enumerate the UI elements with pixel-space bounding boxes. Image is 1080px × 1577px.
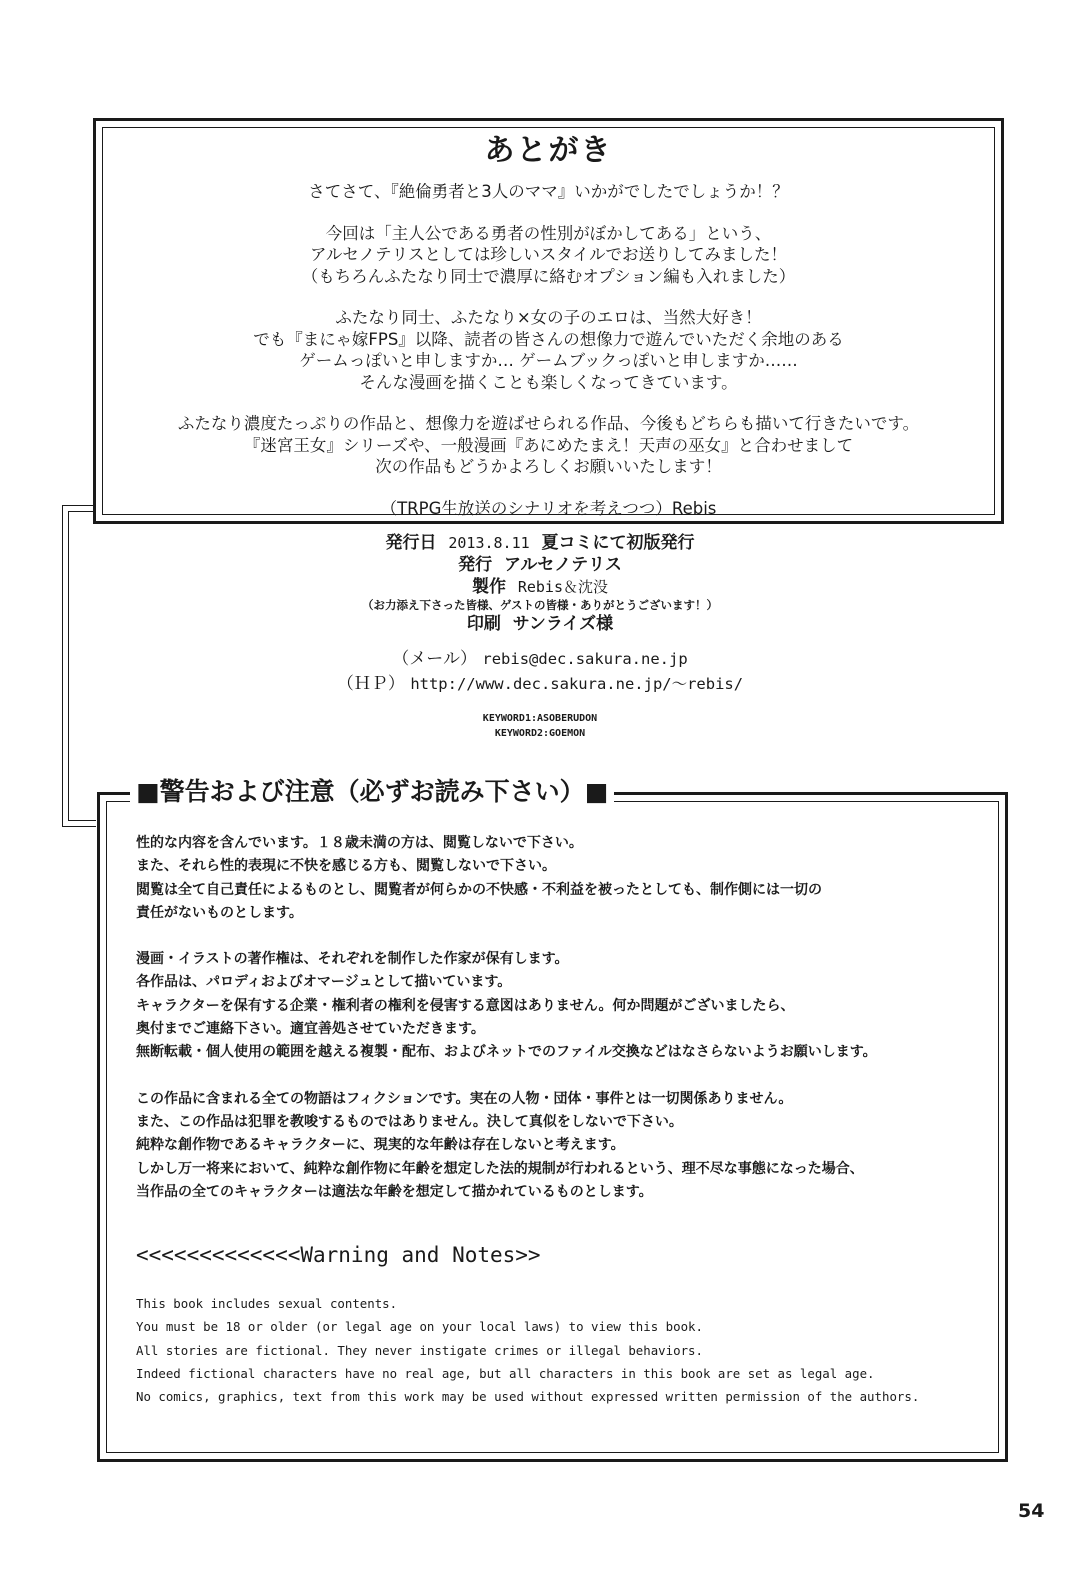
afterword-line: そんな漫画を描くことも楽しくなってきています。	[359, 372, 738, 392]
warning-line: しかし万一将来において、純粋な創作物に年齢を想定した法的規制が行われるという、理不尽な事態になった場合、	[136, 1160, 864, 1177]
warning-line: 各作品は、パロディおよびオマージュとして描いています。	[136, 974, 512, 991]
page-number: 54	[1018, 1500, 1045, 1522]
afterword-paragraph	[96, 307, 1001, 393]
date-label: 発行日	[385, 533, 437, 553]
keyword-1: KEYWORD1:ASOBERUDON	[482, 713, 598, 724]
warning-line: 純粋な創作物であるキャラクターに、現実的な年齢は存在しないと考えます。	[136, 1137, 625, 1154]
colophon-publisher-row	[200, 554, 880, 576]
warning-en-block	[136, 1292, 969, 1408]
warning-title: ■警告および注意（必ずお読み下さい）■	[130, 774, 614, 810]
publisher-value: アルセノテリス	[504, 555, 622, 575]
printer-value: サンライズ様	[512, 614, 614, 634]
date-value: 2013.8.11	[448, 534, 530, 552]
warning-line: 当作品の全てのキャラクターは適法な年齢を想定して描かれているものとします。	[136, 1183, 653, 1200]
warning-jp-paragraph	[136, 1088, 969, 1204]
warning-line: 閲覧は全て自己責任によるものとし、閲覧者が何らかの不快感・不利益を被ったとしても、制作側には一切の	[136, 881, 822, 898]
warning-en-line: Indeed fictional characters have no real age, but all characters in this book are set as legal age.	[136, 1366, 875, 1382]
afterword-line: 次の作品もどうかよろしくお願いいたします！	[375, 457, 722, 476]
mail-row	[200, 647, 880, 672]
warning-line: また、それら性的表現に不快を感じる方も、閲覧しないで下さい。	[136, 858, 556, 875]
warning-line: この作品に含まれる全ての物語はフィクションです。実在の人物・団体・事件とは一切関係ありません。	[136, 1090, 793, 1107]
colophon-date-row	[200, 532, 880, 554]
afterword-line: 『迷宮王女』シリーズや、一般漫画『あにめたまえ！天声の巫女』と合わせまして	[243, 435, 854, 455]
warning-line: 漫画・イラストの著作権は、それぞれを制作した作家が保有します。	[136, 951, 569, 968]
afterword-line: でも『まにゃ嫁FPS』以降、読者の皆さんの想像力で遊んでいただく余地のある	[253, 329, 844, 349]
warning-line: 奥付までご連絡下さい。適宜善処させていただきます。	[136, 1021, 485, 1038]
warning-jp-paragraph	[136, 832, 969, 925]
colophon-thanks: （お力添え下さった皆様、ゲストの皆様・ありがとうございます！）	[361, 598, 719, 612]
keywords	[200, 711, 880, 741]
mail-label: （メール）	[392, 649, 477, 669]
warning-line: また、この作品は犯罪を教唆するものではありません。決して真似をしないで下さい。	[136, 1113, 683, 1130]
afterword-line: アルセノテリスとしては珍しいスタイルでお送りしてみました！	[309, 245, 787, 264]
warning-en-line: You must be 18 or older (or legal age on your local laws) to view this book.	[136, 1319, 703, 1335]
hp-row	[200, 672, 880, 697]
afterword-line: ゲームっぽいと申しますか… ゲームブックっぽいと申しますか……	[299, 351, 798, 370]
warning-en-line: No comics, graphics, text from this work may be used without expressed written permission of the authors.	[136, 1389, 920, 1405]
paragraph-gap	[136, 1065, 969, 1088]
date-note: 夏コミにて初版発行	[541, 533, 695, 553]
paragraph-gap	[136, 925, 969, 948]
colophon-printer-row	[200, 613, 880, 635]
warning-content	[136, 832, 969, 1409]
warning-box	[97, 792, 1008, 1462]
hp-value[interactable]: http://www.dec.sakura.ne.jp/～rebis/	[410, 675, 744, 693]
afterword-line: ふたなり同士、ふたなり×女の子のエロは、当然大好き！	[335, 308, 762, 327]
warning-line: キャラクターを保有する企業・権利者の権利を侵害する意図はありません。何か問題がございましたら、	[136, 997, 795, 1014]
afterword-line: 今回は「主人公である勇者の性別がぼかしてある」という、	[325, 223, 772, 243]
printer-label: 印刷	[466, 614, 501, 634]
colophon	[200, 532, 880, 741]
warning-en-line: All stories are fictional. They never instigate crimes or illegal behaviors.	[136, 1342, 703, 1358]
colophon-producer-row	[200, 576, 880, 598]
warning-line: 責任がないものとします。	[136, 904, 303, 921]
afterword-signature	[96, 498, 1001, 520]
hp-label: （ＨＰ）	[336, 674, 405, 694]
afterword-line: （もちろんふたなり同士で濃厚に絡むオプション編も入れました）	[301, 266, 796, 286]
afterword-content	[96, 133, 1001, 519]
afterword-paragraph	[96, 223, 1001, 288]
colophon-contact	[200, 647, 880, 697]
afterword-line: さてさて、『絶倫勇者と3人のママ』いかがでしたでしょうか！？	[308, 182, 789, 201]
warning-en-line: This book includes sexual contents.	[136, 1296, 398, 1312]
afterword-line: （TRPG生放送のシナリオを考えつつ）Rebis	[380, 498, 717, 518]
producer-value: Rebis＆沈没	[517, 578, 608, 596]
afterword-box	[93, 118, 1004, 524]
afterword-line: ふたなり濃度たっぷりの作品と、想像力を遊ばせられる作品、今後もどちらも描いて行きたいです。	[177, 414, 920, 433]
afterword-paragraph	[96, 181, 1001, 203]
connector-line-inner	[68, 511, 96, 821]
warning-jp-paragraph	[136, 948, 969, 1064]
producer-label: 製作	[472, 577, 506, 597]
publisher-label: 発行	[458, 555, 493, 575]
keyword-2: KEYWORD2:GOEMON	[494, 728, 586, 739]
warning-line: 無断転載・個人使用の範囲を越える複製・配布、およびネットでのファイル交換などはなさらないようお願いします。	[136, 1044, 877, 1061]
afterword-title: あとがき	[484, 133, 613, 168]
mail-value[interactable]: rebis@dec.sakura.ne.jp	[482, 650, 688, 668]
warning-line: 性的な内容を含んでいます。１８歳未満の方は、閲覧しないで下さい。	[136, 835, 583, 851]
afterword-paragraph	[96, 413, 1001, 478]
warning-en-title: <<<<<<<<<<<<<Warning and Notes>>	[136, 1243, 541, 1268]
